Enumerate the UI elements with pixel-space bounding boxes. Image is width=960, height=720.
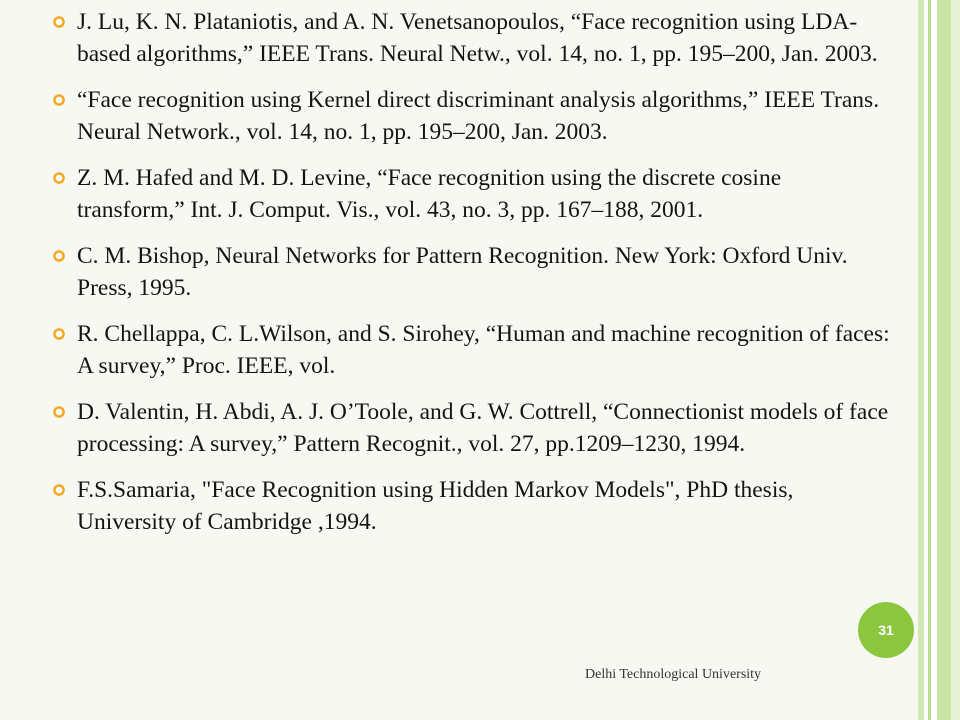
ring-bullet-icon bbox=[52, 327, 66, 341]
reference-text: R. Chellappa, C. L.Wilson, and S. Sirohey, “Human and machine recognition of faces: A survey,” Proc. IEEE, vol. bbox=[77, 321, 890, 379]
reference-text: J. Lu, K. N. Plataniotis, and A. N. Venetsanopoulos, “Face recognition using LDA-based algorithms,” IEEE Trans. Neural Netw., vol. 14, no. 1, pp. 195–200, Jan. 2003. bbox=[77, 9, 878, 67]
ring-bullet-icon bbox=[52, 93, 66, 107]
reference-item bbox=[50, 6, 890, 70]
reference-item bbox=[50, 240, 890, 304]
page-number-badge bbox=[858, 602, 914, 658]
ring-bullet-icon bbox=[52, 483, 66, 497]
ring-bullet-icon bbox=[52, 171, 66, 185]
decorative-stripes bbox=[918, 0, 960, 720]
reference-item bbox=[50, 474, 890, 538]
ring-bullet-icon bbox=[52, 249, 66, 263]
page-number: 31 bbox=[878, 622, 894, 638]
stripe bbox=[937, 0, 951, 720]
reference-item bbox=[50, 162, 890, 226]
reference-item bbox=[50, 396, 890, 460]
reference-text: F.S.Samaria, "Face Recognition using Hidden Markov Models", PhD thesis, University of Cambridge ,1994. bbox=[77, 477, 794, 535]
reference-list bbox=[50, 6, 890, 552]
reference-item bbox=[50, 318, 890, 382]
ring-bullet-icon bbox=[52, 15, 66, 29]
reference-text: D. Valentin, H. Abdi, A. J. O’Toole, and G. W. Cottrell, “Connectionist models of face processing: A survey,” Pattern Recognit., vol. 27, pp.1209–1230, 1994. bbox=[77, 399, 889, 457]
reference-text: “Face recognition using Kernel direct discriminant analysis algorithms,” IEEE Trans. Neural Network., vol. 14, no. 1, pp. 195–200, Jan. 2003. bbox=[77, 87, 880, 145]
stripe bbox=[951, 0, 960, 720]
reference-text: Z. M. Hafed and M. D. Levine, “Face recognition using the discrete cosine transform,” Int. J. Comput. Vis., vol. 43, no. 3, pp. 167–188, 2001. bbox=[77, 165, 782, 223]
footer-text: Delhi Technological University bbox=[585, 667, 762, 682]
reference-text: C. M. Bishop, Neural Networks for Pattern Recognition. New York: Oxford Univ. Press, 1995. bbox=[77, 243, 848, 301]
reference-item bbox=[50, 84, 890, 148]
ring-bullet-icon bbox=[52, 405, 66, 419]
